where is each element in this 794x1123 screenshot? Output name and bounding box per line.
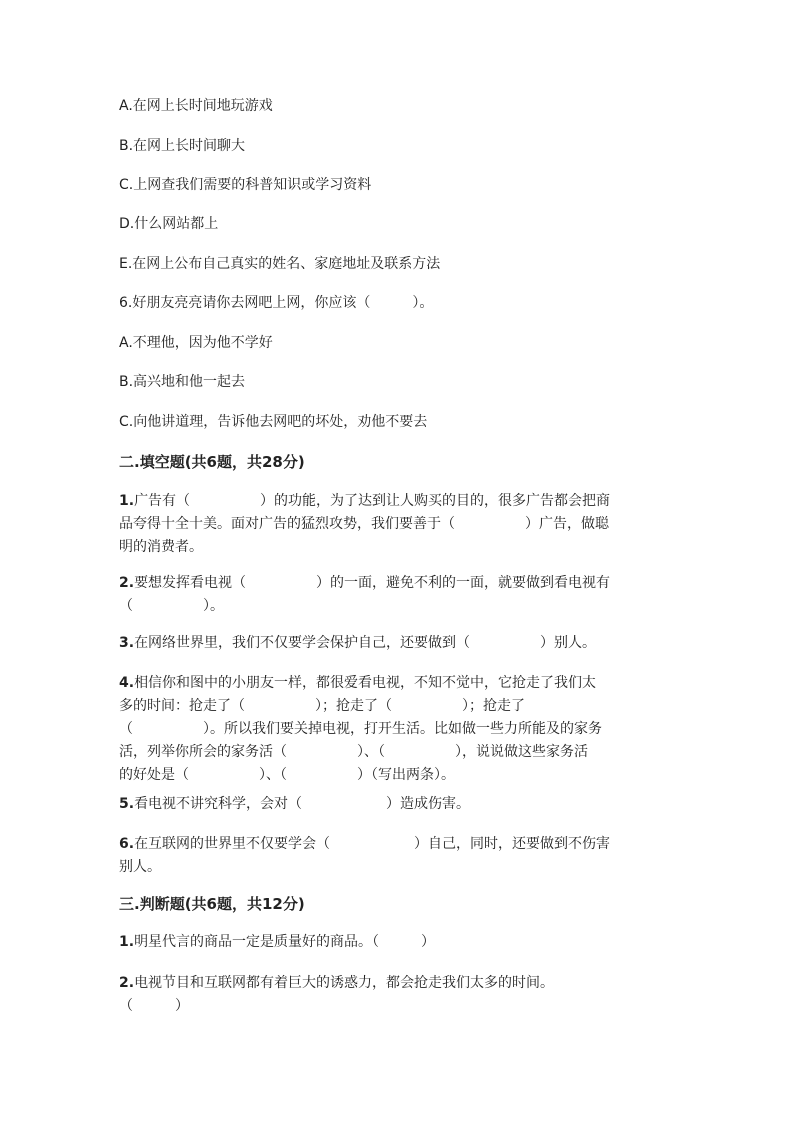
question-text: 相信你和图中的小朋友一样，都很爱看电视，不知不觉中，它抢走了我们太 [134,675,597,691]
question-6: 6.好朋友亮亮请你去网吧上网，你应该（ ）。 [119,295,434,311]
fill-question-6-line-2: 别人。 [119,859,161,875]
fill-question-4-line-4: 活，列举你所会的家务活（ ）、（ ），说说做这些家务活 [119,744,588,760]
question-number: 1. [119,934,135,950]
question-text: 在网络世界里，我们不仅要学会保护自己，还要做到（ ）别人。 [134,635,597,651]
question-text: 电视节目和互联网都有着巨大的诱惑力，都会抢走我们太多的时间。 [134,975,555,991]
fill-question-6-line-1 [119,832,676,856]
question-number: 6. [119,836,135,852]
fill-question-5-line-1 [119,792,676,816]
judge-question-2-line-1 [119,971,676,995]
option-5d: D.什么网站都上 [119,216,219,232]
section-2-title: 二.填空题(共6题，共28分) [119,453,305,471]
fill-question-4-line-3: （ ）。所以我们要关掉电视，打开生活。比如做一些力所能及的家务 [119,721,602,737]
section-3-title: 三.判断题(共6题，共12分) [119,895,305,913]
question-number: 1. [119,493,135,509]
question-text: 明星代言的商品一定是质量好的商品。（ ） [134,934,436,950]
option-6a: A.不理他，因为他不学好 [119,335,273,351]
fill-question-4-line-1 [119,671,676,695]
question-text: 在互联网的世界里不仅要学会（ ）自己，同时，还要做到不伤害 [134,836,611,852]
question-text: 要想发挥看电视（ ）的一面，避免不利的一面，就要做到看电视有 [134,575,611,591]
question-text: 广告有（ ）的功能，为了达到让人购买的目的，很多广告都会把商 [134,493,611,509]
option-6b: B.高兴地和他一起去 [119,374,246,390]
question-number: 2. [119,975,135,991]
option-5c: C.上网查我们需要的科普知识或学习资料 [119,177,372,193]
question-number: 4. [119,675,135,691]
judge-question-2-line-2: （ ） [119,998,189,1014]
fill-question-4-line-5: 的好处是（ ）、（ ）（写出两条）。 [119,767,455,783]
option-5a: A.在网上长时间地玩游戏 [119,98,273,114]
option-6c: C.向他讲道理，告诉他去网吧的坏处，劝他不要去 [119,414,428,430]
question-text: 看电视不讲究科学，会对（ ）造成伤害。 [134,796,471,812]
option-5b: B.在网上长时间聊大 [119,138,246,154]
fill-question-3-line-1 [119,631,676,655]
fill-question-1-line-2: 品夸得十全十美。面对广告的猛烈攻势，我们要善于（ ）广告，做聪 [119,516,609,532]
fill-question-1-line-1 [119,489,676,513]
question-number: 5. [119,796,135,812]
option-5e: E.在网上公布自己真实的姓名、家庭地址及联系方法 [119,256,441,272]
judge-question-1-line-1 [119,930,676,954]
fill-question-2-line-2: （ ）。 [119,598,224,614]
fill-question-1-line-3: 明的消费者。 [119,539,203,555]
fill-question-2-line-1 [119,571,676,595]
question-number: 2. [119,575,135,591]
question-number: 3. [119,635,135,651]
fill-question-4-line-2: 多的时间：抢走了（ ）；抢走了（ ）；抢走了 [119,698,525,714]
